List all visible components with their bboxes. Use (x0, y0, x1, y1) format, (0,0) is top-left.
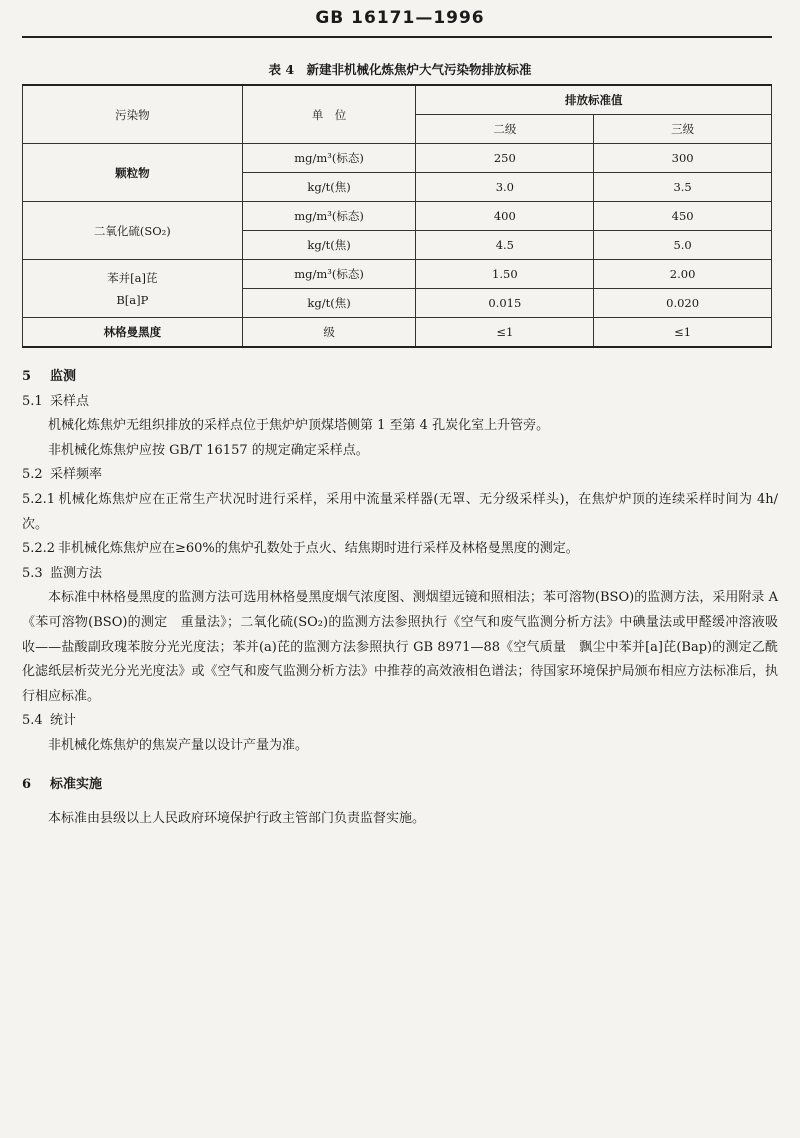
section-title: 统计 (50, 713, 77, 729)
section-5-heading (22, 365, 778, 390)
pollutant-so2: 二氧化硫(SO₂) (23, 202, 243, 260)
page-header: GB 16171—1996 (315, 8, 485, 28)
unit-cell: mg/m³(标态) (242, 202, 416, 231)
header-rule (22, 36, 772, 38)
unit-cell: mg/m³(标态) (242, 144, 416, 173)
section-title: 标准实施 (50, 776, 103, 792)
section-6-heading (22, 773, 778, 798)
header-grade3: 三级 (594, 115, 772, 144)
header-grade2: 二级 (416, 115, 594, 144)
value-cell: 3.0 (416, 173, 594, 202)
section-title: 采样点 (50, 393, 90, 409)
value-cell: 3.5 (594, 173, 772, 202)
unit-cell: 级 (242, 318, 416, 348)
table-row (23, 144, 772, 173)
pollutant-particulate: 颗粒物 (23, 144, 243, 202)
header-limit: 排放标准值 (416, 85, 772, 115)
table-caption: 表 4 新建非机械化炼焦炉大气污染物排放标准 (268, 62, 532, 77)
paragraph: 非机械化炼焦炉应按 GB/T 16157 的规定确定采样点。 (48, 442, 369, 458)
section-5-3-heading (22, 562, 778, 587)
section-title: 监测 (50, 369, 77, 384)
emission-standards-table (22, 84, 772, 348)
section-number: 5.2.1 (22, 491, 56, 507)
value-cell: 5.0 (594, 231, 772, 260)
value-cell: 1.50 (416, 260, 594, 289)
section-5-2-2 (22, 537, 778, 562)
value-cell: 400 (416, 202, 594, 231)
section-number: 5.2 (22, 467, 43, 483)
paragraph: 非机械化炼焦炉的焦炭产量以设计产量为准。 (48, 737, 309, 753)
section-title: 采样频率 (50, 467, 103, 483)
pollutant-ringelmann: 林格曼黑度 (23, 318, 243, 348)
section-number: 5.2.2 (22, 541, 56, 557)
value-cell: 0.020 (594, 289, 772, 318)
header-pollutant: 污染物 (23, 85, 243, 144)
value-cell: 250 (416, 144, 594, 173)
section-5-2-1 (22, 488, 778, 537)
unit-cell: kg/t(焦) (242, 231, 416, 260)
unit-cell: kg/t(焦) (242, 289, 416, 318)
unit-cell: mg/m³(标态) (242, 260, 416, 289)
table-row (23, 318, 772, 348)
value-cell: 450 (594, 202, 772, 231)
section-5-2-heading (22, 463, 778, 488)
unit-cell: kg/t(焦) (242, 173, 416, 202)
section-number: 5.1 (22, 393, 43, 409)
paragraph: 本标准由县级以上人民政府环境保护行政主管部门负责监督实施。 (48, 811, 426, 827)
value-cell: 2.00 (594, 260, 772, 289)
header-unit: 单 位 (242, 85, 416, 144)
section-number: 5 (22, 369, 32, 384)
value-cell: 0.015 (416, 289, 594, 318)
value-cell: 4.5 (416, 231, 594, 260)
paragraph: 机械化炼焦炉无组织排放的采样点位于焦炉炉顶煤塔侧第 1 至第 4 孔炭化室上升管旁。 (48, 418, 550, 434)
section-title: 监测方法 (50, 565, 103, 581)
section-5-1-heading (22, 390, 778, 415)
document-body (22, 363, 778, 832)
section-text: 机械化炼焦炉应在正常生产状况时进行采样，采用中流量采样器(无罩、无分级采样头)，在焦炉炉顶的连续采样时间为 4h/次。 (22, 491, 778, 532)
pollutant-bap: 苯并[a]芘 B[a]P (23, 260, 243, 318)
section-text: 非机械化炼焦炉应在≥60%的焦炉孔数处于点火、结焦期时进行采样及林格曼黑度的测定。 (58, 541, 579, 557)
paragraph: 本标准中林格曼黑度的监测方法可选用林格曼黑度烟气浓度图、测烟望远镜和照相法；苯可溶物(BSO)的监测方法，采用附录 A《苯可溶物(BSO)的测定 重量法》；二氧化硫(SO₂)的监测方法参照执行《空气和废气监测分析方法》中碘量法或甲醛缓冲溶液吸收——盐酸副玫瑰苯胺分光光度法；苯并(a)芘的监测方法参照执行 GB 8971—88《空气质量 飘尘中苯并[a]芘(Bap)的测定乙酰化滤纸层析荧光分光光度法》或《空气和废气监测分析方法》中推荐的高效液相色谱法；待国家环境保护局颁布相应方法标准后，执行相应标准。 (22, 590, 778, 704)
section-number: 6 (22, 776, 32, 792)
table-row (23, 202, 772, 231)
value-cell: ≤1 (416, 318, 594, 348)
section-5-4-heading (22, 709, 778, 734)
value-cell: ≤1 (594, 318, 772, 348)
section-number: 5.3 (22, 565, 43, 581)
table-row (23, 260, 772, 289)
value-cell: 300 (594, 144, 772, 173)
section-number: 5.4 (22, 713, 43, 729)
